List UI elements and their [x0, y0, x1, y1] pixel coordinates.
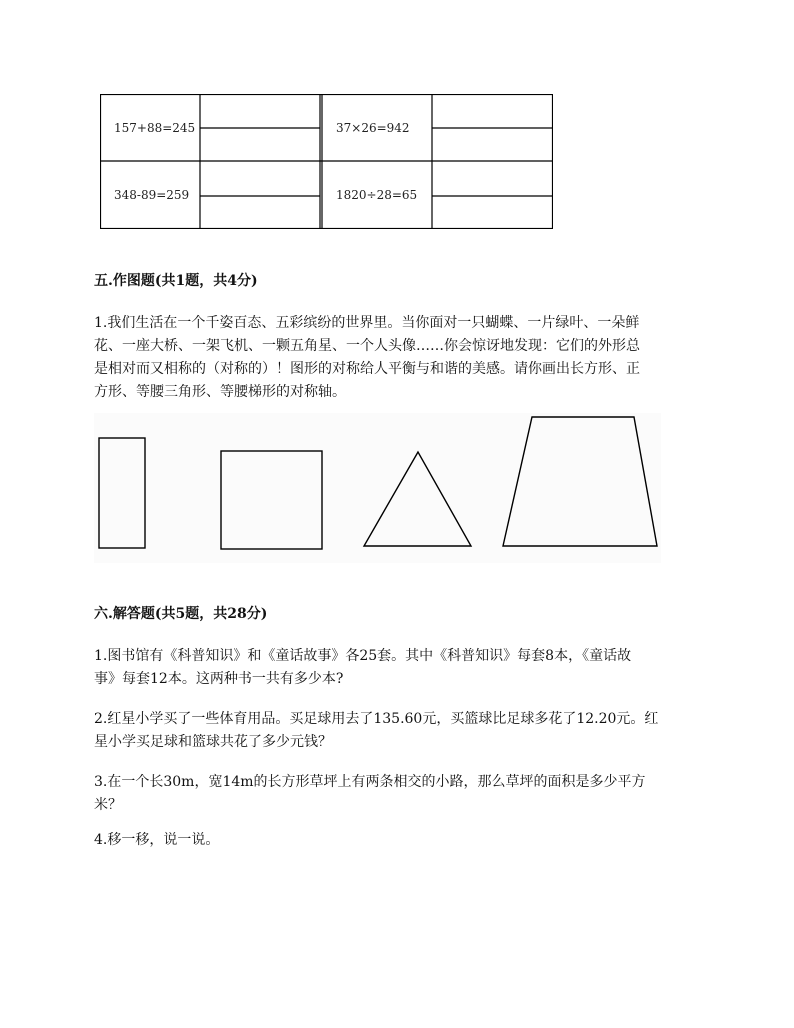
question-line: 3.在一个长30m，宽14m的长方形草坪上有两条相交的小路，那么草坪的面积是多少平方	[94, 774, 646, 790]
equation-cell: 1820÷28=65	[336, 188, 418, 202]
question-line: 2.红星小学买了一些体育用品。买足球用去了135.60元，买篮球比足球多花了12.20元。红	[94, 711, 659, 727]
answer-blank[interactable]	[432, 128, 553, 161]
question-text	[94, 771, 714, 817]
question-line: 1.图书馆有《科普知识》和《童话故事》各25套。其中《科普知识》每套8本，《童话故	[94, 648, 632, 664]
question-line: 米？	[94, 797, 122, 813]
symmetric-shapes-figure	[94, 413, 661, 563]
question-line: 方形、等腰三角形、等腰梯形的对称轴。	[94, 384, 346, 400]
calculation-table	[100, 94, 553, 229]
equation-cell: 348-89=259	[114, 188, 190, 202]
question-line: 事》每套12本。这两种书一共有多少本?	[94, 671, 344, 687]
answer-blank[interactable]	[432, 161, 553, 196]
question-line: 是相对而又相称的（对称的）！图形的对称给人平衡与和谐的美感。请你画出长方形、正	[94, 361, 640, 377]
question-text	[94, 645, 714, 691]
question-text	[94, 708, 714, 754]
question-text	[94, 829, 714, 852]
question-line: 1.我们生活在一个千姿百态、五彩缤纷的世界里。当你面对一只蝴蝶、一片绿叶、一朵鲜	[94, 315, 640, 331]
question-text	[94, 312, 714, 404]
section-heading: 五.作图题(共1题，共4分)	[94, 273, 258, 289]
answer-blank[interactable]	[200, 196, 320, 229]
question-line: 星小学买足球和篮球共花了多少元钱？	[94, 734, 332, 750]
answer-blank[interactable]	[432, 196, 553, 229]
answer-blank[interactable]	[200, 128, 320, 161]
answer-blank[interactable]	[432, 94, 553, 128]
answer-blank[interactable]	[200, 161, 320, 196]
equation-cell: 157+88=245	[114, 120, 196, 135]
question-line: 花、一座大桥、一架飞机、一颗五角星、一个人头像……你会惊讶地发现：它们的外形总	[94, 338, 640, 354]
question-line: 4.移一移，说一说。	[94, 832, 220, 848]
equation-cell: 37×26=942	[336, 120, 410, 135]
answer-blank[interactable]	[200, 94, 320, 128]
shapes-canvas	[94, 413, 661, 563]
section-heading: 六.解答题(共5题，共28分)	[94, 606, 268, 622]
